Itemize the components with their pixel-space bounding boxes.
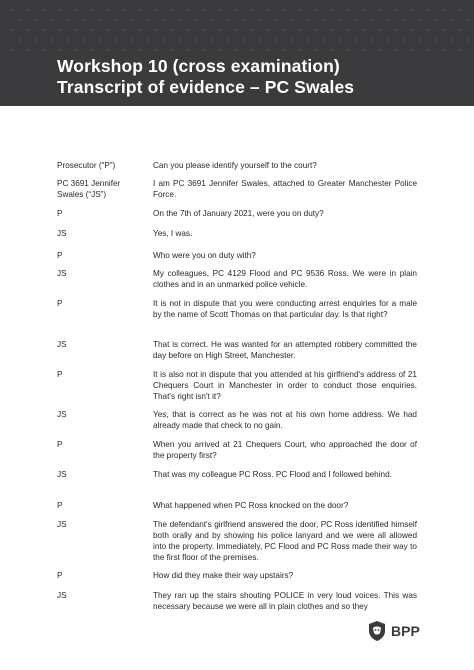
speech-text: That was my colleague PC Ross. PC Flood and I followed behind.	[153, 470, 392, 479]
bpp-logo	[367, 620, 431, 642]
speech-text: How did they make their way upstairs?	[153, 571, 294, 580]
speaker-label: JS	[57, 520, 67, 529]
lion-shield-icon	[367, 620, 387, 642]
page-title	[57, 56, 354, 98]
speaker-label: P	[57, 571, 63, 580]
speaker-label: P	[57, 370, 63, 379]
speech-text: The defendant's girlfriend answered the door, PC Ross identified himself both orally and by showing his police lanyard and we were all allowed into the property. Immediately, PC Flood and PC Ross made their way to the first floor of the premises.	[153, 520, 417, 562]
title-line-2: Transcript of evidence – PC Swales	[57, 77, 355, 97]
title-line-1: Workshop 10 (cross examination)	[57, 56, 340, 76]
speaker-label: Prosecutor (“P”)	[57, 161, 116, 170]
speaker-label: P	[57, 209, 63, 218]
speaker-label: JS	[57, 269, 67, 278]
speech-text: Yes, that is correct as he was not at his own home address. We had already made that check to no gain.	[153, 410, 417, 430]
speech-text: My colleagues, PC 4129 Flood and PC 9536 Ross. We were in plain clothes and in an unmarked police vehicle.	[153, 269, 417, 289]
speaker-label: PC 3691 Jennifer Swales (“JS”)	[57, 179, 121, 199]
speech-text: They ran up the stairs shouting POLICE in very loud voices. This was necessary because we were all in plain clothes and so they	[153, 591, 417, 611]
speech-text: It is also not in dispute that you attended at his girlfriend's address of 21 Chequers Court in Manchester in order to conduct those enquiries. That's right isn't it?	[153, 370, 417, 401]
speech-text: On the 7th of January 2021, were you on duty?	[153, 209, 324, 218]
speaker-label: P	[57, 299, 63, 308]
speech-text: When you arrived at 21 Chequers Court, who approached the door of the property first?	[153, 440, 417, 460]
speech-text: What happened when PC Ross knocked on the door?	[153, 501, 349, 510]
speaker-label: JS	[57, 470, 67, 479]
speech-text: It is not in dispute that you were conducting arrest enquiries for a male by the name of Scott Thomas on that particular day. Is that right?	[153, 299, 417, 319]
speech-text: Who were you on duty with?	[153, 251, 256, 260]
speech-text: That is correct. He was wanted for an attempted robbery committed the day before on High Street, Manchester.	[153, 340, 417, 360]
speaker-label: JS	[57, 340, 67, 349]
speech-text: I am PC 3691 Jennifer Swales, attached to Greater Manchester Police Force.	[153, 179, 417, 199]
speaker-label: JS	[57, 410, 67, 419]
speech-text: Can you please identify yourself to the court?	[153, 161, 317, 170]
speaker-label: P	[57, 251, 63, 260]
speech-text: Yes, I was.	[153, 229, 193, 238]
speaker-label: P	[57, 440, 63, 449]
header-banner	[0, 0, 474, 106]
speaker-label: JS	[57, 591, 67, 600]
logo-text: BPP	[391, 623, 420, 639]
speaker-label: JS	[57, 229, 67, 238]
speaker-label: P	[57, 501, 63, 510]
